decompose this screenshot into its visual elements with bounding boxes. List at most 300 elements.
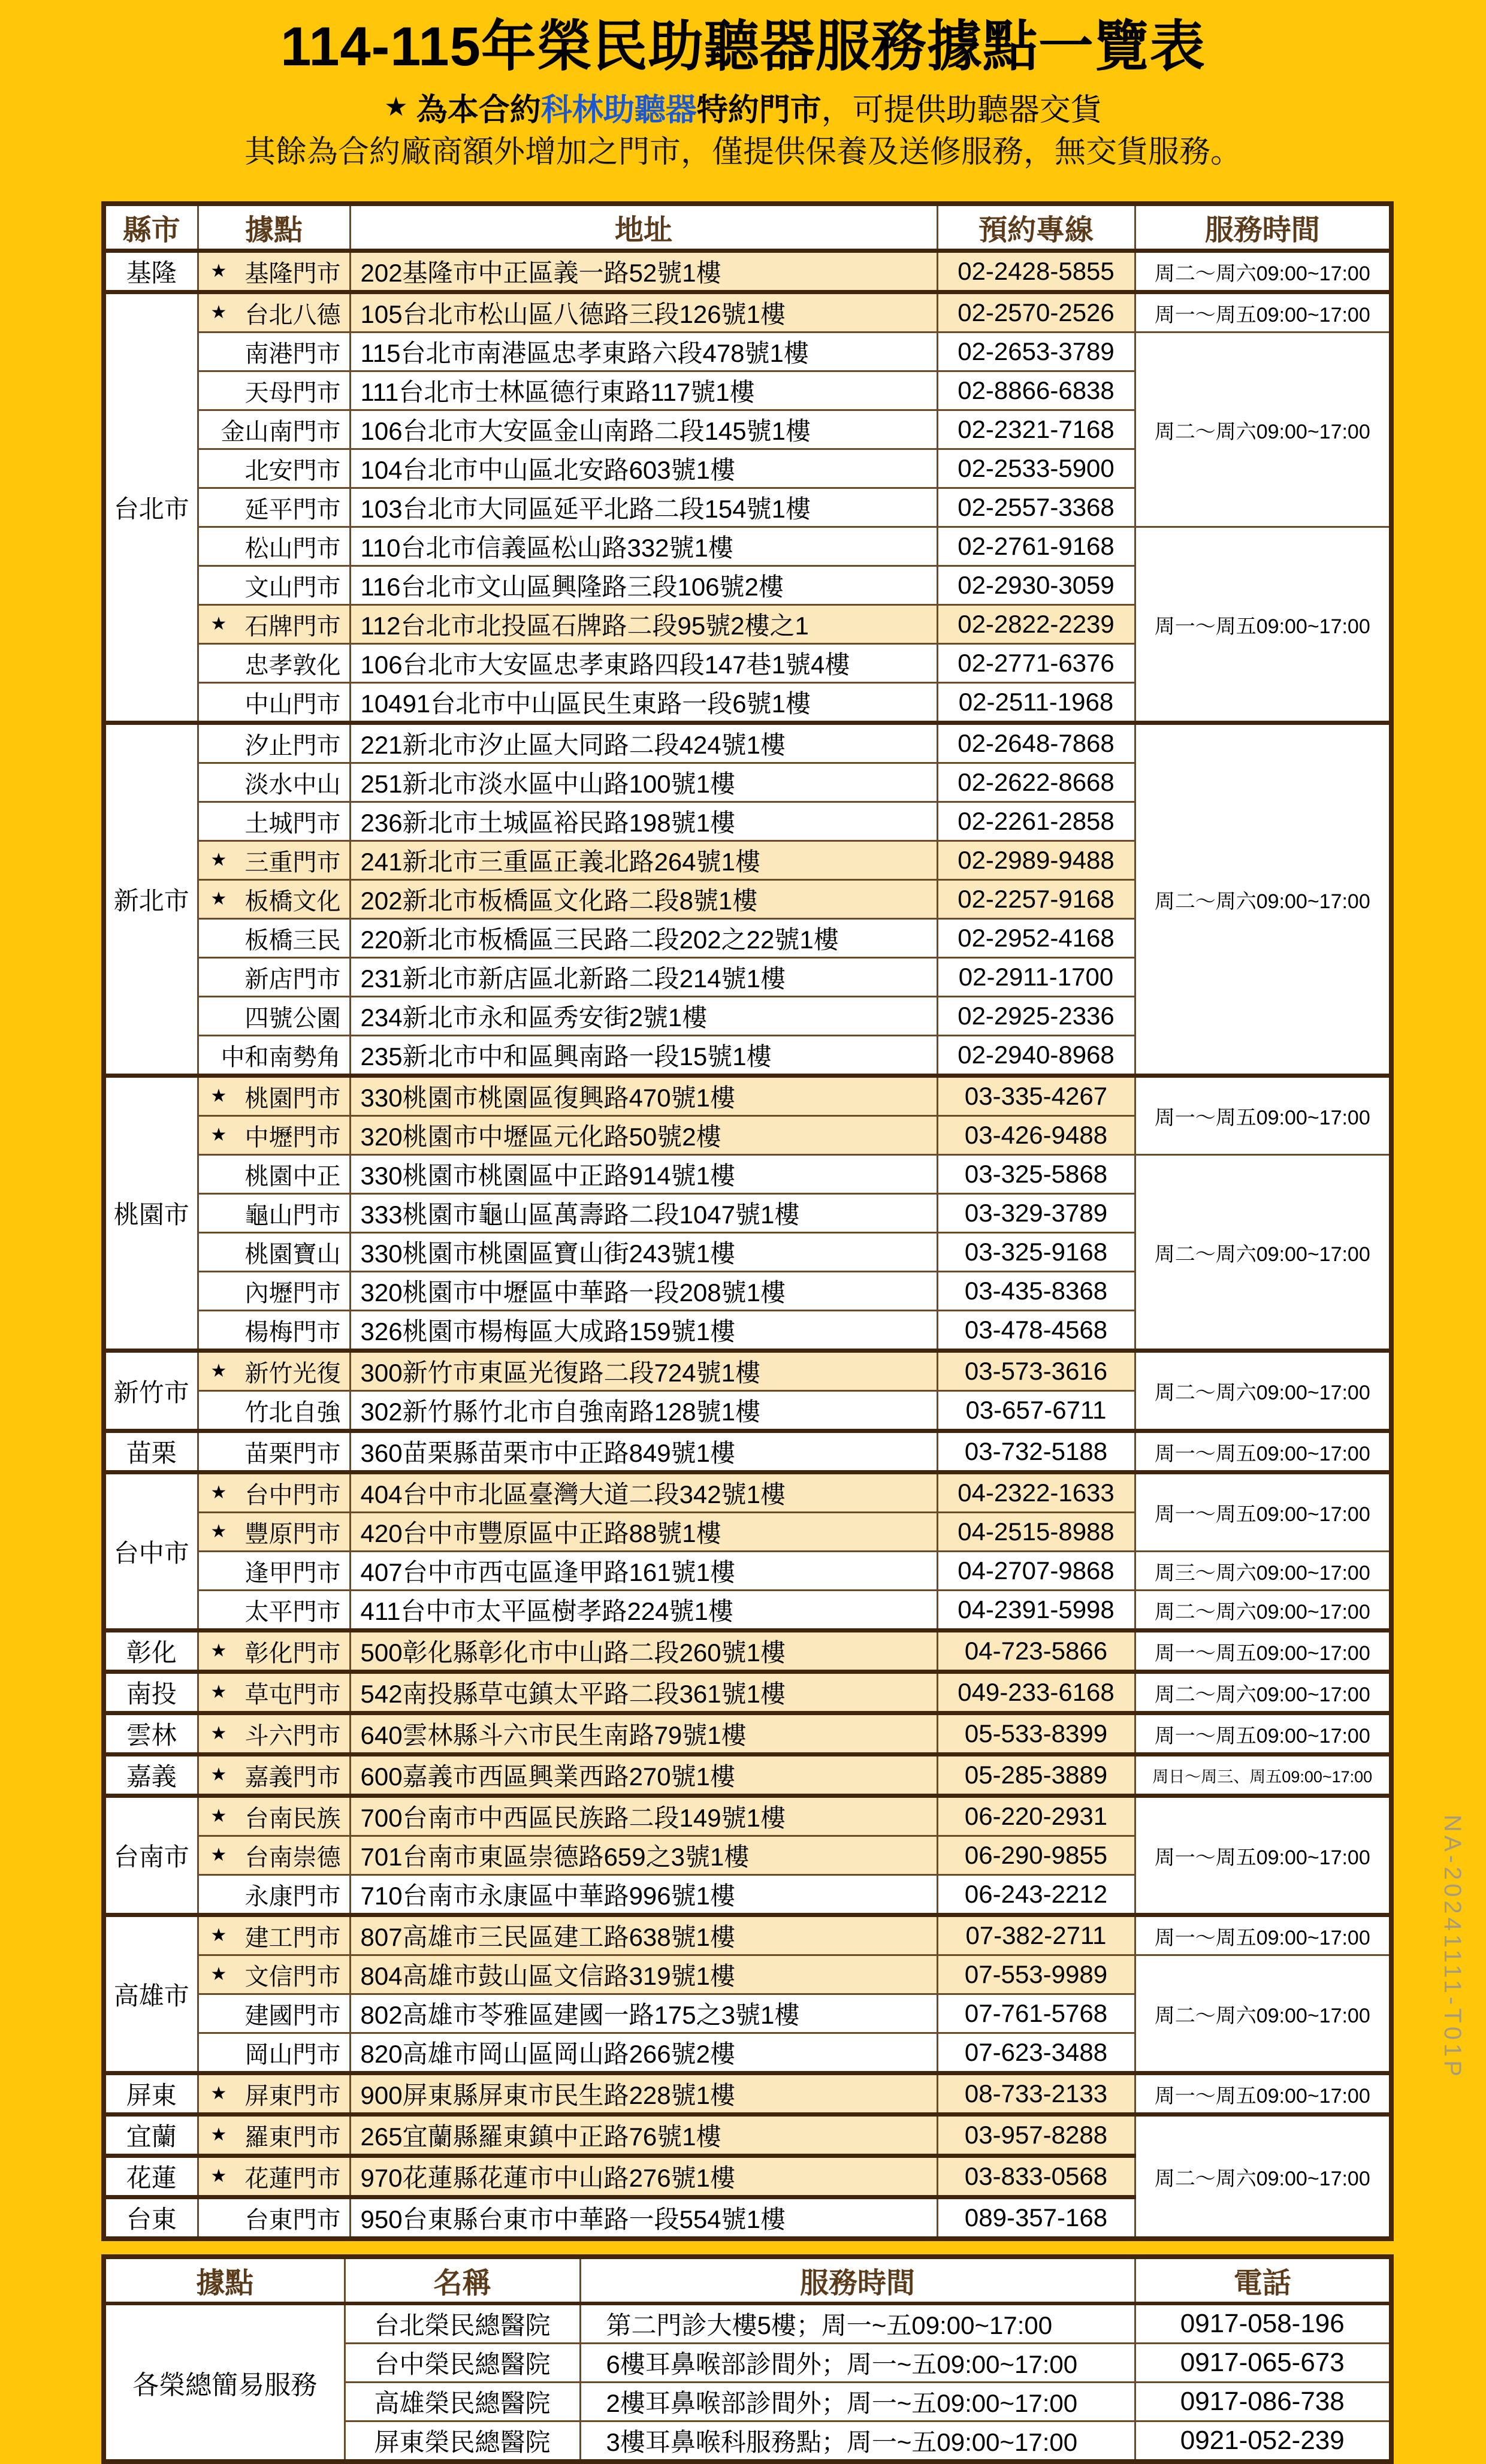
branch-cell <box>198 1194 350 1233</box>
service-hours-cell: 周二～周六09:00~17:00 <box>1135 1591 1391 1631</box>
star-icon: ★ <box>210 2084 227 2104</box>
branch-cell <box>198 1311 350 1351</box>
service-hours-cell: 周日～周三、周五09:00~17:00 <box>1135 1755 1391 1796</box>
branch-cell-content <box>211 921 341 956</box>
address-cell: 112台北市北投區石牌路二段95號2樓之1 <box>350 605 937 644</box>
branch-name: 台南民族 <box>244 1805 341 1832</box>
hospital-phone-cell: 0917-086-738 <box>1135 2383 1391 2421</box>
table-row <box>104 1473 1391 1513</box>
branch-name: 彰化門市 <box>244 1640 341 1667</box>
subtitle-bold-suffix: 特約門市 <box>696 92 821 128</box>
branch-name: 金山南門市 <box>221 418 341 445</box>
branch-cell-content <box>211 1676 341 1710</box>
branch-cell-content <box>211 1839 341 1873</box>
branch-cell <box>198 880 350 919</box>
brand-name: 科林助聽器 <box>540 92 697 128</box>
branch-cell-content <box>211 805 341 839</box>
service-hours-cell: 周一～周五09:00~17:00 <box>1135 1076 1391 1155</box>
branch-cell-content <box>211 2118 341 2152</box>
branch-name: 新店門市 <box>244 966 341 993</box>
address-cell: 807高雄市三民區建工路638號1樓 <box>350 1915 937 1955</box>
branch-cell <box>198 566 350 605</box>
branch-cell <box>198 723 350 763</box>
branch-cell-content <box>211 607 341 642</box>
branch-cell <box>198 332 350 371</box>
address-cell: 970花蓮縣花蓮市中山路276號1樓 <box>350 2156 937 2197</box>
branch-cell <box>198 1391 350 1431</box>
branch-cell <box>198 2197 350 2239</box>
branch-cell <box>198 371 350 410</box>
branch-cell-content <box>211 452 341 486</box>
star-icon: ★ <box>210 1845 227 1866</box>
branch-cell-content <box>211 766 341 800</box>
branch-cell <box>198 1513 350 1552</box>
service-hours-cell: 周一～周五09:00~17:00 <box>1135 1431 1391 1473</box>
table-row <box>104 1631 1391 1672</box>
phone-cell: 03-435-8368 <box>937 1272 1135 1311</box>
hospital-hours-cell: 第二門診大樓5樓；周一~五09:00~17:00 <box>580 2303 1135 2344</box>
branch-name: 桃園寶山 <box>244 1241 341 1268</box>
branch-name: 中壢門市 <box>244 1124 341 1151</box>
phone-cell: 03-732-5188 <box>937 1431 1135 1473</box>
phone-cell: 089-357-168 <box>937 2197 1135 2239</box>
address-cell: 116台北市文山區興隆路三段106號2樓 <box>350 566 937 605</box>
branch-name: 板橋三民 <box>244 927 341 954</box>
county-cell: 台中市 <box>104 1473 198 1631</box>
branch-name: 建國門市 <box>244 2002 341 2029</box>
star-icon: ★ <box>210 850 227 870</box>
branch-name: 延平門市 <box>244 496 341 523</box>
branch-name: 文信門市 <box>244 1963 341 1990</box>
table-row <box>104 1076 1391 1116</box>
col-header-phone: 預約專線 <box>937 204 1135 251</box>
branch-cell-content <box>211 1717 341 1751</box>
address-cell: 104台北市中山區北安路603號1樓 <box>350 449 937 488</box>
branch-name: 內壢門市 <box>244 1280 341 1307</box>
branch-cell <box>198 1591 350 1631</box>
address-cell: 241新北市三重區正義北路264號1樓 <box>350 841 937 880</box>
phone-cell: 02-2952-4168 <box>937 919 1135 958</box>
address-cell: 802高雄市苓雅區建國一路175之3號1樓 <box>350 1994 937 2033</box>
branch-cell <box>198 410 350 449</box>
phone-cell: 04-2707-9868 <box>937 1552 1135 1591</box>
branch-name: 中山門市 <box>244 691 341 718</box>
service-hours-cell: 周一～周五09:00~17:00 <box>1135 1713 1391 1755</box>
branch-cell-content <box>211 255 341 289</box>
address-cell: 10491台北市中山區民生東路一段6號1樓 <box>350 683 937 723</box>
county-cell: 新竹市 <box>104 1351 198 1431</box>
branch-cell <box>198 488 350 527</box>
hospital-row <box>104 2303 1391 2344</box>
table-row <box>104 1431 1391 1473</box>
phone-cell: 02-2511-1968 <box>937 683 1135 723</box>
star-icon: ★ <box>210 889 227 909</box>
phone-cell: 03-957-8288 <box>937 2115 1135 2156</box>
branch-name: 太平門市 <box>244 1598 341 1625</box>
service-hours-cell: 周二～周六09:00~17:00 <box>1135 1672 1391 1713</box>
phone-cell: 04-723-5866 <box>937 1631 1135 1672</box>
page-title: 114-115年榮民助聽器服務據點一覽表 <box>280 16 1206 77</box>
table-row <box>104 1796 1391 1836</box>
branch-name: 汐止門市 <box>244 732 341 759</box>
branch-cell <box>198 1796 350 1836</box>
phone-cell: 02-2257-9168 <box>937 880 1135 919</box>
branch-name: 岡山門市 <box>244 2041 341 2068</box>
branch-name: 南港門市 <box>244 340 341 367</box>
branch-name: 嘉義門市 <box>244 1764 341 1791</box>
address-cell: 950台東縣台東市中華路一段554號1樓 <box>350 2197 937 2239</box>
branch-cell <box>198 449 350 488</box>
address-cell: 820高雄市岡山區岡山路266號2樓 <box>350 2033 937 2073</box>
branch-cell-content <box>211 2077 341 2111</box>
table-row <box>104 1672 1391 1713</box>
phone-cell: 02-2557-3368 <box>937 488 1135 527</box>
branch-cell <box>198 1552 350 1591</box>
branch-cell-content <box>211 1038 341 1072</box>
branch-name: 台北八德 <box>244 301 341 328</box>
service-hours-cell: 周二～周六09:00~17:00 <box>1135 723 1391 1076</box>
phone-cell: 02-2822-2239 <box>937 605 1135 644</box>
hospital-hours-cell: 2樓耳鼻喉部診間外；周一~五09:00~17:00 <box>580 2383 1135 2421</box>
hospital-name-cell: 屏東榮民總醫院 <box>345 2421 580 2462</box>
star-icon: ★ <box>210 614 227 634</box>
phone-cell: 02-2648-7868 <box>937 723 1135 763</box>
address-cell: 804高雄市鼓山區文信路319號1樓 <box>350 1955 937 1994</box>
branch-cell-content <box>211 530 341 564</box>
branch-cell <box>198 958 350 997</box>
address-cell: 251新北市淡水區中山路100號1樓 <box>350 763 937 802</box>
branch-cell-content <box>211 1393 341 1428</box>
county-cell: 台南市 <box>104 1796 198 1915</box>
service-hours-cell: 周一～周五09:00~17:00 <box>1135 1473 1391 1552</box>
address-cell: 302新竹縣竹北市自強南路128號1樓 <box>350 1391 937 1431</box>
branch-cell-content <box>211 727 341 761</box>
hospital-name-cell: 台中榮民總醫院 <box>345 2344 580 2383</box>
hospital-hours-cell: 6樓耳鼻喉部診間外；周一~五09:00~17:00 <box>580 2344 1135 2383</box>
table-row <box>104 332 1391 371</box>
col-header-address: 地址 <box>350 204 937 251</box>
branch-cell <box>198 1233 350 1272</box>
branch-cell-content <box>211 1997 341 2031</box>
table-row <box>104 1351 1391 1391</box>
phone-cell: 03-657-6711 <box>937 1391 1135 1431</box>
branch-name: 羅東門市 <box>244 2124 341 2151</box>
branch-cell-content <box>211 1235 341 1269</box>
branch-name: 花蓮門市 <box>244 2165 341 2192</box>
branch-cell <box>198 1875 350 1915</box>
hospital-table-body <box>104 2303 1391 2462</box>
branch-cell-content <box>211 646 341 681</box>
table-row <box>104 2115 1391 2156</box>
hospital-name-cell: 台北榮民總醫院 <box>345 2303 580 2344</box>
branch-cell <box>198 763 350 802</box>
branch-cell-content <box>211 1435 341 1469</box>
county-cell: 高雄市 <box>104 1915 198 2073</box>
address-cell: 900屏東縣屏東市民生路228號1樓 <box>350 2073 937 2115</box>
phone-cell: 07-623-3488 <box>937 2033 1135 2073</box>
phone-cell: 06-290-9855 <box>937 1836 1135 1875</box>
branch-cell-content <box>211 960 341 994</box>
branch-cell <box>198 802 350 841</box>
subtitle-rest: ，可提供助聽器交貨 <box>821 92 1102 128</box>
service-hours-cell: 周二～周六09:00~17:00 <box>1135 251 1391 292</box>
county-cell: 苗栗 <box>104 1431 198 1473</box>
phone-cell: 03-325-5868 <box>937 1155 1135 1194</box>
table-row <box>104 1915 1391 1955</box>
branch-cell <box>198 1473 350 1513</box>
address-cell: 103台北市大同區延平北路二段154號1樓 <box>350 488 937 527</box>
watermark-text: NA-20241111-T01P <box>1439 1815 1466 2080</box>
table-row <box>104 292 1391 332</box>
county-cell: 南投 <box>104 1672 198 1713</box>
branch-name: 新竹光復 <box>244 1360 341 1387</box>
branch-cell <box>198 1836 350 1875</box>
branch-name: 台中門市 <box>244 1482 341 1508</box>
address-cell: 330桃園市桃園區中正路914號1樓 <box>350 1155 937 1194</box>
service-hours-cell: 周二～周六09:00~17:00 <box>1135 2115 1391 2239</box>
star-icon: ★ <box>210 1361 227 1381</box>
subtitle-line1 <box>0 92 1486 129</box>
branch-name: 松山門市 <box>244 535 341 562</box>
branch-cell-content <box>211 2201 341 2235</box>
phone-cell: 06-243-2212 <box>937 1875 1135 1915</box>
branch-name: 屏東門市 <box>244 2082 341 2109</box>
branch-name: 逢甲門市 <box>244 1559 341 1586</box>
address-cell: 700台南市中西區民族路二段149號1樓 <box>350 1796 937 1836</box>
col-header-branch: 據點 <box>198 204 350 251</box>
branch-name: 竹北自強 <box>244 1399 341 1426</box>
branch-cell-content <box>211 1196 341 1231</box>
star-icon: ★ <box>210 261 227 282</box>
address-cell: 542南投縣草屯鎮太平路二段361號1樓 <box>350 1672 937 1713</box>
service-hours-cell: 周一～周五09:00~17:00 <box>1135 1796 1391 1915</box>
phone-cell: 04-2515-8988 <box>937 1513 1135 1552</box>
branch-cell-content <box>211 685 341 719</box>
phone-cell: 04-2322-1633 <box>937 1473 1135 1513</box>
phone-cell: 02-2771-6376 <box>937 644 1135 683</box>
branch-cell-content <box>211 1157 341 1192</box>
branch-cell <box>198 997 350 1036</box>
address-cell: 221新北市汐止區大同路二段424號1樓 <box>350 723 937 763</box>
branch-cell-content <box>211 1476 341 1510</box>
address-cell: 500彰化縣彰化市中山路二段260號1樓 <box>350 1631 937 1672</box>
branch-name: 永康門市 <box>244 1883 341 1910</box>
branch-name: 台南崇德 <box>244 1844 341 1871</box>
star-icon: ★ <box>210 1483 227 1503</box>
branch-name: 文山門市 <box>244 574 341 601</box>
address-cell: 235新北市中和區興南路一段15號1樓 <box>350 1036 937 1076</box>
branch-name: 北安門市 <box>244 457 341 484</box>
phone-cell: 03-329-3789 <box>937 1194 1135 1233</box>
address-cell: 320桃園市中壢區元化路50號2樓 <box>350 1116 937 1155</box>
phone-cell: 02-8866-6838 <box>937 371 1135 410</box>
branch-name: 石牌門市 <box>244 613 341 640</box>
address-cell: 236新北市土城區裕民路198號1樓 <box>350 802 937 841</box>
county-cell: 新北市 <box>104 723 198 1076</box>
phone-cell: 02-2570-2526 <box>937 292 1135 332</box>
county-cell: 嘉義 <box>104 1755 198 1796</box>
branch-cell-content <box>211 1758 341 1792</box>
address-cell: 411台中市太平區樹孝路224號1樓 <box>350 1591 937 1631</box>
county-cell: 宜蘭 <box>104 2115 198 2156</box>
branch-cell-content <box>211 491 341 525</box>
branch-name: 土城門市 <box>244 810 341 837</box>
county-cell: 彰化 <box>104 1631 198 1672</box>
branch-name: 忠孝敦化 <box>244 652 341 679</box>
branch-cell <box>198 841 350 880</box>
phone-cell: 049-233-6168 <box>937 1672 1135 1713</box>
branch-cell <box>198 251 350 292</box>
service-hours-cell: 周一～周五09:00~17:00 <box>1135 2073 1391 2115</box>
branch-cell-content <box>211 2160 341 2194</box>
phone-cell: 03-335-4267 <box>937 1076 1135 1116</box>
branch-name: 豐原門市 <box>244 1520 341 1547</box>
star-icon: ★ <box>210 1806 227 1827</box>
star-icon: ★ <box>210 2125 227 2145</box>
address-cell: 202新北市板橋區文化路二段8號1樓 <box>350 880 937 919</box>
star-icon: ★ <box>210 1522 227 1542</box>
phone-cell: 02-2925-2336 <box>937 997 1135 1036</box>
branch-cell <box>198 1351 350 1391</box>
branch-name: 建工門市 <box>244 1924 341 1951</box>
phone-cell: 02-2989-9488 <box>937 841 1135 880</box>
table-row <box>104 1755 1391 1796</box>
branch-cell <box>198 2073 350 2115</box>
branch-cell <box>198 605 350 644</box>
branch-name: 草屯門市 <box>244 1681 341 1708</box>
service-hours-cell: 周二～周六09:00~17:00 <box>1135 1351 1391 1431</box>
branch-cell <box>198 1272 350 1311</box>
branch-cell-content <box>211 1080 341 1114</box>
star-icon: ★ <box>210 303 227 323</box>
service-hours-cell: 周三～周六09:00~17:00 <box>1135 1552 1391 1591</box>
branch-cell-content <box>211 1958 341 1992</box>
hosp-col-header-hours: 服務時間 <box>580 2257 1135 2303</box>
table-row <box>104 1713 1391 1755</box>
star-icon: ★ <box>210 1086 227 1106</box>
address-cell: 407台中市西屯區逢甲路161號1樓 <box>350 1552 937 1591</box>
branch-name: 台東門市 <box>244 2206 341 2233</box>
branch-name: 板橋文化 <box>244 888 341 915</box>
phone-cell: 03-426-9488 <box>937 1116 1135 1155</box>
phone-cell: 05-533-8399 <box>937 1713 1135 1755</box>
branch-cell-content <box>211 374 341 408</box>
table-row <box>104 1155 1391 1194</box>
service-table-body <box>104 251 1391 2239</box>
star-icon: ★ <box>210 1964 227 1985</box>
branch-cell <box>198 2156 350 2197</box>
branch-cell <box>198 1116 350 1155</box>
star-icon: ★ <box>210 1724 227 1744</box>
hospital-group-cell: 各榮總簡易服務 <box>104 2303 345 2462</box>
branch-name: 三重門市 <box>244 849 341 876</box>
service-hours-cell: 周一～周五09:00~17:00 <box>1135 1915 1391 1955</box>
service-hours-cell: 周一～周五09:00~17:00 <box>1135 527 1391 723</box>
branch-cell <box>198 1076 350 1116</box>
address-cell: 202基隆市中正區義一路52號1樓 <box>350 251 937 292</box>
col-header-county: 縣市 <box>104 204 198 251</box>
hospital-table <box>101 2254 1394 2464</box>
branch-cell <box>198 1431 350 1473</box>
branch-cell-content <box>211 1878 341 1912</box>
hospital-name-cell: 高雄榮民總醫院 <box>345 2383 580 2421</box>
hospital-phone-cell: 0917-058-196 <box>1135 2303 1391 2344</box>
branch-name: 四號公園 <box>244 1005 341 1032</box>
service-hours-cell: 周一～周五09:00~17:00 <box>1135 1631 1391 1672</box>
hosp-col-header-site: 據點 <box>104 2257 345 2303</box>
address-cell: 234新北市永和區秀安街2號1樓 <box>350 997 937 1036</box>
phone-cell: 03-478-4568 <box>937 1311 1135 1351</box>
hospital-table-header <box>104 2257 1391 2303</box>
address-cell: 333桃園市龜山區萬壽路二段1047號1樓 <box>350 1194 937 1233</box>
phone-cell: 02-2533-5900 <box>937 449 1135 488</box>
subtitle-line2: 其餘為合約廠商額外增加之門市，僅提供保養及送修服務，無交貨服務。 <box>244 134 1242 170</box>
branch-name: 淡水中山 <box>244 771 341 798</box>
service-table-header <box>104 204 1391 251</box>
county-cell: 台北市 <box>104 292 198 723</box>
branch-name: 中和南勢角 <box>221 1044 341 1071</box>
table-row <box>104 1955 1391 1994</box>
county-cell: 桃園市 <box>104 1076 198 1351</box>
branch-cell <box>198 527 350 566</box>
star-icon: ★ <box>210 1125 227 1145</box>
phone-cell: 02-2940-8968 <box>937 1036 1135 1076</box>
branch-name: 天母門市 <box>244 379 341 406</box>
phone-cell: 02-2911-1700 <box>937 958 1135 997</box>
branch-cell <box>198 1631 350 1672</box>
hosp-col-header-phone: 電話 <box>1135 2257 1391 2303</box>
branch-cell-content <box>211 296 341 330</box>
address-cell: 600嘉義市西區興業西路270號1樓 <box>350 1755 937 1796</box>
address-cell: 231新北市新店區北新路二段214號1樓 <box>350 958 937 997</box>
table-row <box>104 527 1391 566</box>
star-icon: ★ <box>210 1641 227 1661</box>
address-cell: 320桃園市中壢區中華路一段208號1樓 <box>350 1272 937 1311</box>
county-cell: 花蓮 <box>104 2156 198 2197</box>
phone-cell: 02-2930-3059 <box>937 566 1135 605</box>
address-cell: 701台南市東區崇德路659之3號1樓 <box>350 1836 937 1875</box>
address-cell: 640雲林縣斗六市民生南路79號1樓 <box>350 1713 937 1755</box>
branch-cell-content <box>211 1355 341 1389</box>
table-row <box>104 1591 1391 1631</box>
branch-cell-content <box>211 335 341 369</box>
address-cell: 115台北市南港區忠孝東路六段478號1樓 <box>350 332 937 371</box>
phone-cell: 07-382-2711 <box>937 1915 1135 1955</box>
branch-cell-content <box>211 1313 341 1347</box>
address-cell: 404台中市北區臺灣大道二段342號1樓 <box>350 1473 937 1513</box>
branch-cell-content <box>211 1118 341 1153</box>
star-icon: ★ <box>210 1682 227 1703</box>
branch-name: 龜山門市 <box>244 1202 341 1229</box>
branch-cell <box>198 1955 350 1994</box>
branch-cell-content <box>211 413 341 447</box>
address-cell: 300新竹市東區光復路二段724號1樓 <box>350 1351 937 1391</box>
service-locations-table <box>101 201 1394 2241</box>
address-cell: 105台北市松山區八德路三段126號1樓 <box>350 292 937 332</box>
star-icon: ★ <box>210 1765 227 1785</box>
branch-cell-content <box>211 569 341 603</box>
branch-cell <box>198 683 350 723</box>
hospital-hours-cell: 3樓耳鼻喉科服務點；周一~五09:00~17:00 <box>580 2421 1135 2462</box>
county-cell: 基隆 <box>104 251 198 292</box>
service-hours-cell: 周二～周六09:00~17:00 <box>1135 332 1391 527</box>
address-cell: 106台北市大安區忠孝東路四段147巷1號4樓 <box>350 644 937 683</box>
branch-cell-content <box>211 1554 341 1588</box>
table-row <box>104 251 1391 292</box>
address-cell: 265宜蘭縣羅東鎮中正路76號1樓 <box>350 2115 937 2156</box>
branch-cell <box>198 292 350 332</box>
hospital-phone-cell: 0921-052-239 <box>1135 2421 1391 2462</box>
